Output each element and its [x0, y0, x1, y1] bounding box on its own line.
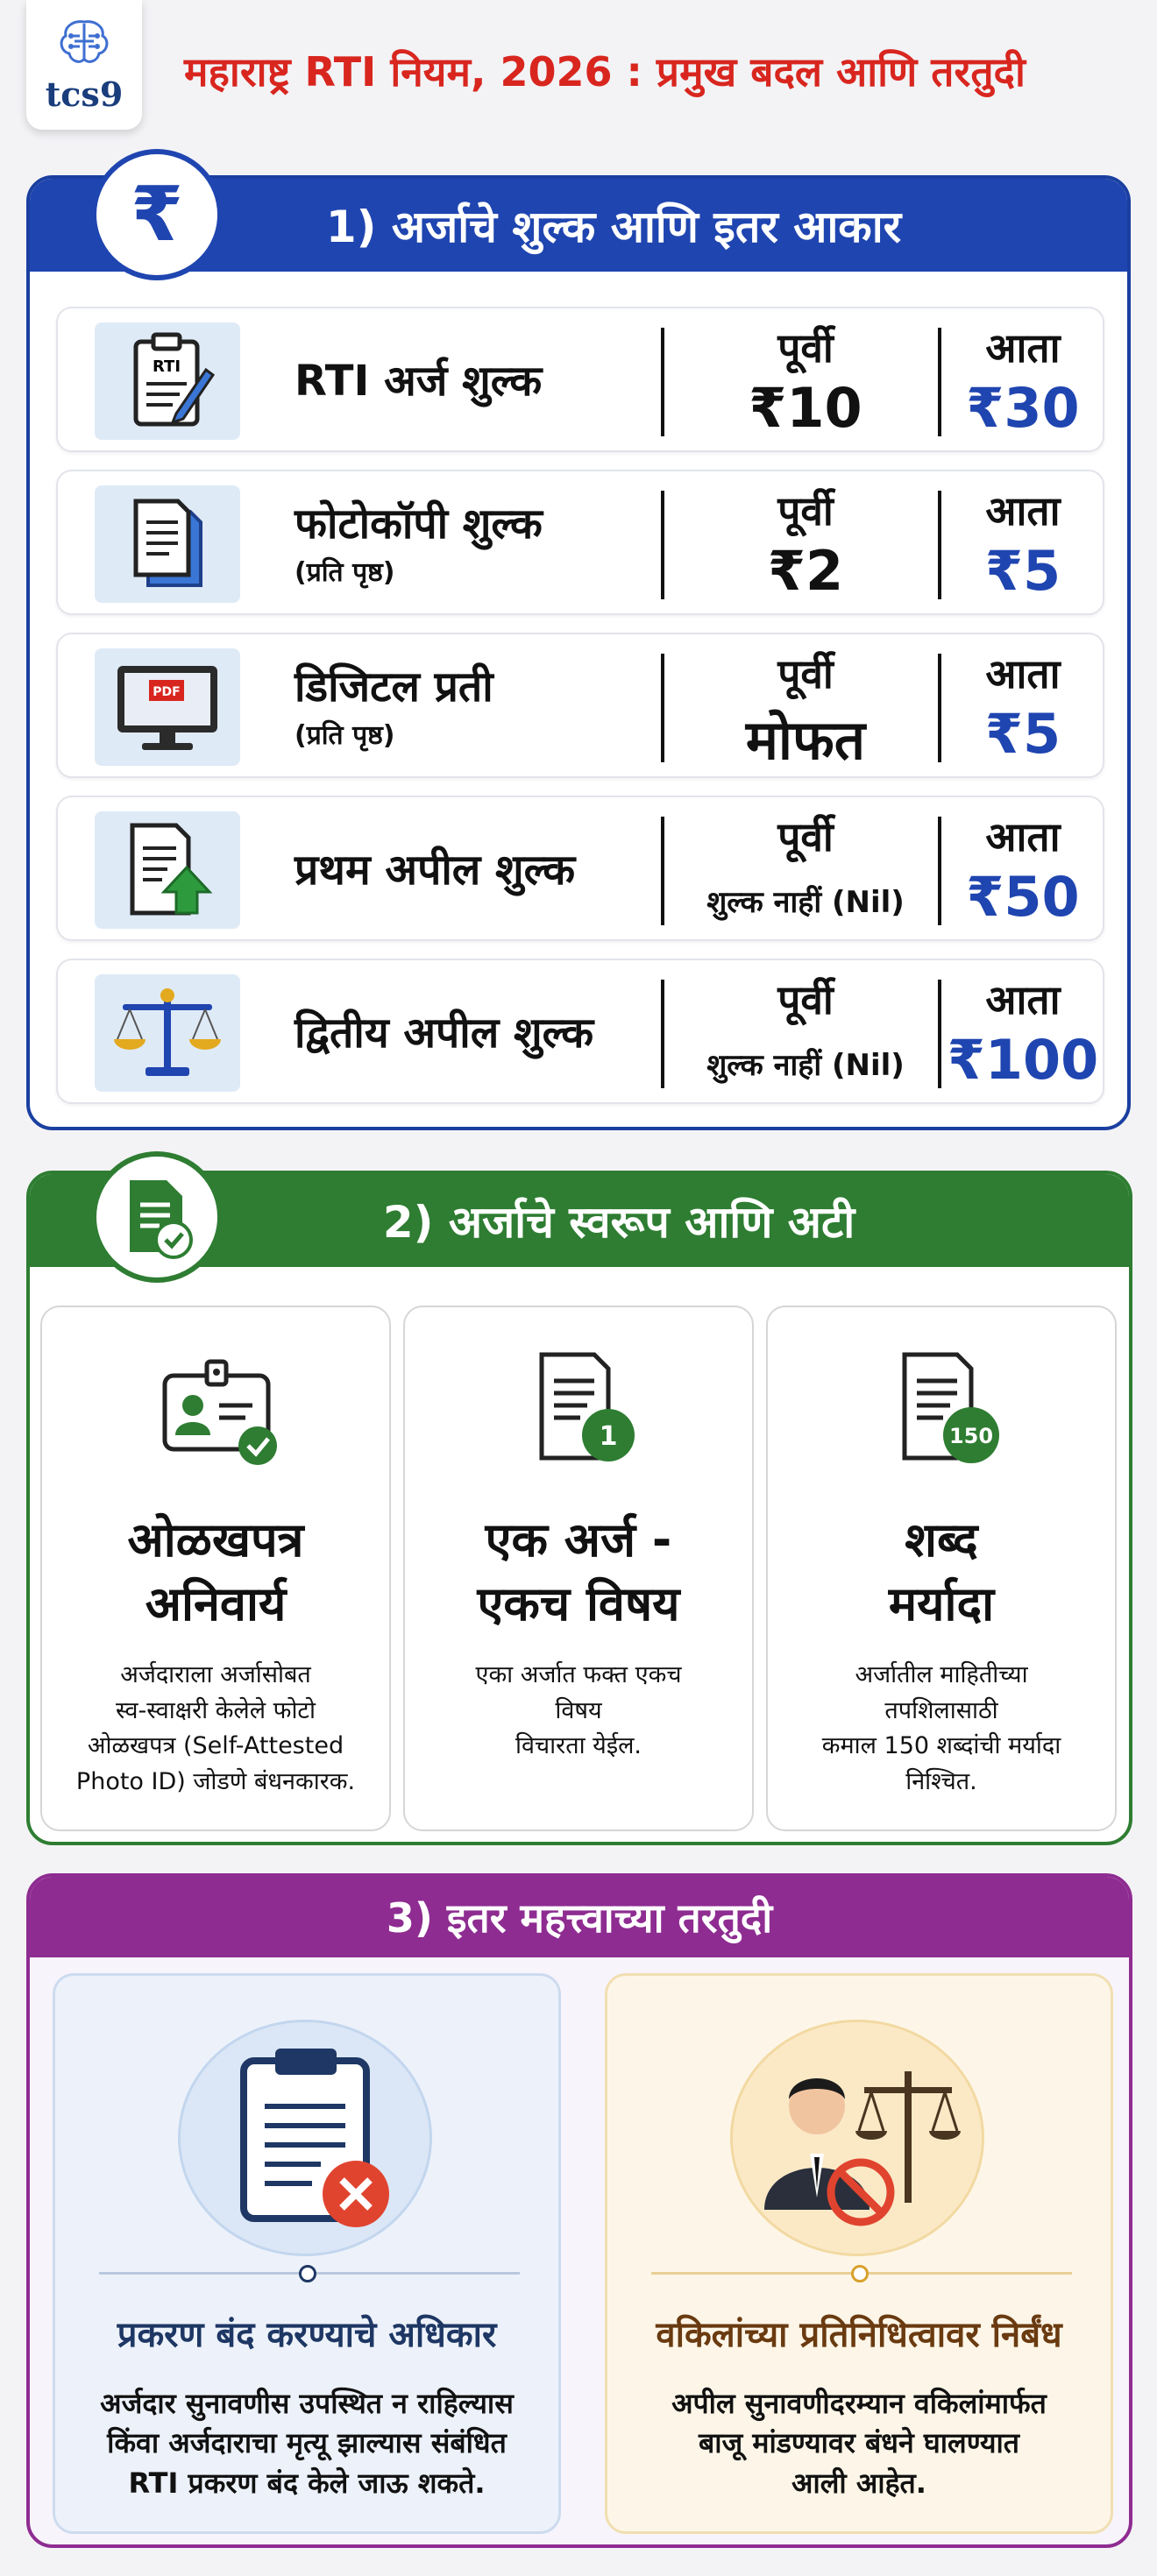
card-desc-line: कमाल 150 शब्दांची मर्यादा: [821, 1732, 1061, 1759]
before-heading: पूर्वी: [777, 813, 834, 860]
before-heading: पूर्वी: [777, 487, 834, 534]
now-heading: आता: [985, 813, 1061, 860]
fees-section: [26, 175, 1131, 1130]
card-desc-line: निश्चित.: [905, 1767, 977, 1795]
before-value: शुल्क नाहीं (Nil): [706, 885, 905, 921]
before-heading: पूर्वी: [777, 324, 834, 372]
card-desc-line: एका अर्जात फक्त एकच: [475, 1661, 682, 1688]
fee-label: फोटोकॉपी शुल्क: [295, 499, 543, 549]
card-title-line: शब्द: [905, 1512, 978, 1568]
svg-text:RTI: RTI: [152, 357, 181, 376]
divider-dot: [299, 2265, 316, 2282]
provision-title: प्रकरण बंद करण्याचे अधिकार: [117, 2315, 497, 2355]
document-150-icon: [873, 1342, 1013, 1474]
document-badge: 150: [948, 1424, 994, 1448]
fee-label: डिजिटल प्रती: [295, 662, 493, 712]
svg-text:PDF: PDF: [153, 685, 181, 699]
card-title-line: मर्यादा: [888, 1575, 995, 1631]
card-title-line: एकच विषय: [477, 1575, 680, 1631]
fee-sublabel: (प्रति पृष्ठ): [295, 556, 395, 588]
now-value: ₹30: [966, 376, 1080, 441]
now-value: ₹100: [947, 1028, 1099, 1093]
card-title-line: अनिवार्य: [145, 1575, 287, 1631]
before-heading: पूर्वी: [777, 650, 834, 697]
rti-clipboard-icon: [95, 322, 240, 440]
provisions-section-title: 3) इतर महत्त्वाच्या तरतुदी: [30, 1877, 1129, 1957]
logo: [26, 0, 142, 130]
now-value: ₹50: [966, 865, 1080, 930]
now-heading: आता: [985, 324, 1061, 372]
now-value: ₹5: [984, 539, 1061, 604]
before-value: शुल्क नाहीं (Nil): [706, 1048, 905, 1084]
card-id-mandatory: [40, 1306, 391, 1831]
card-desc-line: ओळखपत्र (Self-Attested: [87, 1732, 344, 1759]
document-badge: 1: [599, 1421, 618, 1452]
provision-desc-line: अर्जदार सुनावणीस उपस्थित न राहिल्यास: [100, 2387, 514, 2420]
before-heading: पूर्वी: [777, 976, 834, 1023]
document-check-icon: [91, 1151, 223, 1283]
before-value: ₹10: [749, 376, 862, 441]
card-desc-line: अर्जदाराला अर्जासोबत: [120, 1661, 311, 1688]
card-desc-line: अर्जातील माहितीच्या: [855, 1661, 1028, 1688]
provision-title: वकिलांच्या प्रतिनिधित्वावर निर्बंध: [656, 2315, 1062, 2355]
fee-sublabel: (प्रति पृष्ठ): [295, 719, 395, 751]
now-value: ₹5: [984, 702, 1061, 767]
lawyer-prohibited-icon: [730, 2020, 984, 2256]
card-case-closure: [53, 1973, 561, 2534]
card-title-line: ओळखपत्र: [127, 1512, 304, 1568]
before-value: ₹2: [767, 539, 844, 604]
document-one-icon: [510, 1342, 650, 1474]
rupee-icon: ₹: [91, 149, 223, 280]
card-lawyer-restriction: [605, 1973, 1113, 2534]
id-card-check-icon: [147, 1342, 287, 1474]
scales-icon: [95, 974, 240, 1092]
divider-dot: [851, 2265, 869, 2282]
now-heading: आता: [985, 976, 1061, 1023]
brain-circuit-icon: [53, 17, 115, 71]
card-desc-line: विषय: [555, 1696, 602, 1724]
fee-label: द्वितीय अपील शुल्क: [295, 1008, 594, 1058]
provision-desc-line: किंवा अर्जदाराचा मृत्यू झाल्यास संबंधित: [107, 2426, 507, 2460]
card-desc-line: Photo ID) जोडणे बंधनकारक.: [75, 1767, 356, 1795]
card-title-line: एक अर्ज -: [485, 1512, 672, 1568]
photocopy-icon: [95, 485, 240, 603]
clipboard-cancel-icon: [178, 2020, 432, 2256]
before-value: मोफत: [745, 708, 866, 773]
card-one-subject: [403, 1306, 754, 1831]
card-desc-line: तपशिलासाठी: [884, 1696, 998, 1724]
pdf-monitor-icon: [95, 648, 240, 766]
card-desc-line: स्व-स्वाक्षरी केलेले फोटो: [115, 1696, 316, 1724]
format-section-title: 2) अर्जाचे स्वरूप आणि अटी: [30, 1174, 1129, 1267]
provision-desc-line: आली आहेत.: [791, 2466, 926, 2500]
provision-desc-line: अपील सुनावणीदरम्यान वकिलांमार्फत: [671, 2387, 1047, 2420]
provisions-section: [26, 1873, 1132, 2548]
fee-row-photocopy: [56, 470, 1104, 615]
fee-row-digital: [56, 633, 1104, 778]
card-desc-line: विचारता येईल.: [515, 1732, 642, 1759]
provision-desc-line: RTI प्रकरण बंद केले जाऊ शकते.: [128, 2466, 486, 2500]
fee-row-second-appeal: [56, 959, 1104, 1104]
appeal-upload-icon: [95, 811, 240, 929]
fee-label: प्रथम अपील शुल्क: [295, 845, 576, 895]
fees-section-title: 1) अर्जाचे शुल्क आणि इतर आकार: [30, 179, 1127, 272]
logo-text: tcs9: [45, 74, 124, 114]
now-heading: आता: [985, 487, 1061, 534]
page-title: महाराष्ट्र RTI नियम, 2026 : प्रमुख बदल आणि तरतुदी: [184, 48, 1026, 96]
card-word-limit: [766, 1306, 1117, 1831]
now-heading: आता: [985, 650, 1061, 697]
fee-row-application: [56, 307, 1104, 452]
fee-label: RTI अर्ज शुल्क: [295, 356, 543, 406]
fee-row-first-appeal: [56, 796, 1104, 941]
provision-desc-line: बाजू मांडण्यावर बंधने घालण्यात: [698, 2426, 1020, 2460]
